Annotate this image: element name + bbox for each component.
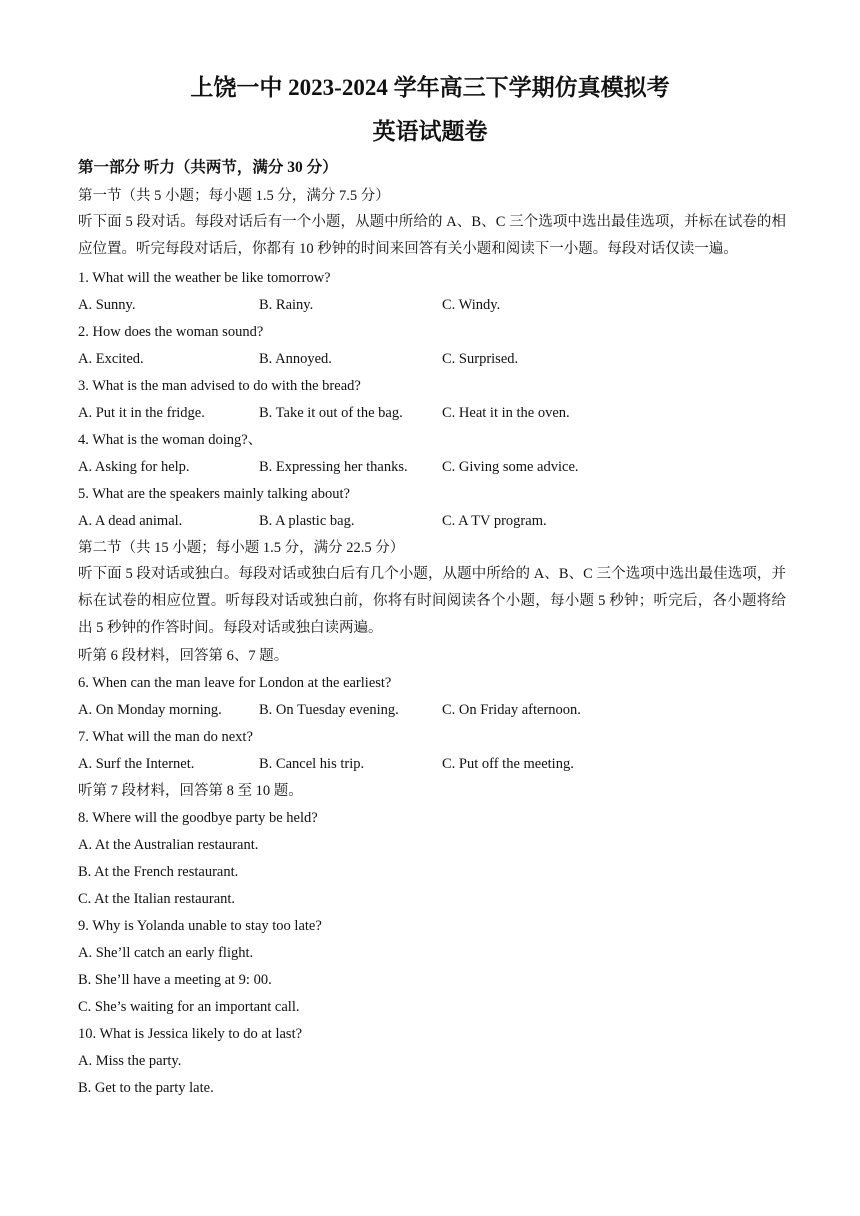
option-row (78, 404, 786, 422)
option-b: B. She’ll have a meeting at 9: 00. (78, 972, 272, 988)
option-a: A. She’ll catch an early flight. (78, 945, 254, 961)
option-row (78, 755, 786, 773)
option-a: A. A dead animal. (78, 513, 183, 529)
option-row (78, 701, 786, 719)
material-6-note: 听第 6 段材料，回答第 6、7 题。 (78, 648, 289, 664)
question-stem: 7. What will the man do next? (78, 729, 253, 745)
question-stem: 1. What will the weather be like tomorrow? (78, 270, 331, 286)
exam-title: 上饶一中 2023-2024 学年高三下学期仿真模拟考 (190, 75, 670, 100)
option-c: C. On Friday afternoon. (442, 702, 581, 718)
option-b: B. Annoyed. (259, 351, 332, 367)
option-row (78, 512, 786, 530)
option-a: A. Put it in the fridge. (78, 405, 205, 421)
section1-instructions: 听下面 5 段对话。每段对话后有一个小题，从题中所给的 A、B、C 三个选项中选出最佳选项，并标在试卷的相应位置。听完每段对话后，你都有 10 秒钟的时间来回答有关小题和阅读下一小题。每段对话仅读一遍。 (78, 214, 786, 257)
option-b: B. A plastic bag. (259, 513, 355, 529)
question-stem: 4. What is the woman doing?、 (78, 432, 263, 448)
option-c: C. A TV program. (442, 513, 547, 529)
question-stem: 10. What is Jessica likely to do at last? (78, 1026, 303, 1042)
material-7-note: 听第 7 段材料，回答第 8 至 10 题。 (78, 783, 303, 799)
option-c: C. Windy. (442, 297, 501, 313)
option-a: A. Excited. (78, 351, 144, 367)
option-b: B. Get to the party late. (78, 1080, 214, 1096)
part1-heading: 第一部分 听力（共两节，满分 30 分） (78, 159, 338, 176)
option-c: C. At the Italian restaurant. (78, 891, 236, 907)
option-a: A. Surf the Internet. (78, 756, 195, 772)
option-c: C. Surprised. (442, 351, 519, 367)
option-b: B. Take it out of the bag. (259, 405, 403, 421)
section1-heading: 第一节（共 5 小题；每小题 1.5 分，满分 7.5 分） (78, 188, 390, 204)
section2-heading: 第二节（共 15 小题；每小题 1.5 分，满分 22.5 分） (78, 540, 405, 556)
option-c: C. Heat it in the oven. (442, 405, 570, 421)
option-a: A. On Monday morning. (78, 702, 222, 718)
exam-subtitle: 英语试题卷 (372, 119, 488, 144)
question-stem: 8. Where will the goodbye party be held? (78, 810, 318, 826)
option-a: A. Miss the party. (78, 1053, 182, 1069)
section2-instructions: 听下面 5 段对话或独白。每段对话或独白后有几个小题，从题中所给的 A、B、C 三个选项中选出最佳选项，并标在试卷的相应位置。听每段对话或独白前，你将有时间阅读各个小题，每小题 5 秒钟；听完后，各小题将给出 5 秒钟的作答时间。每段对话或独白读两遍。 (78, 566, 786, 636)
option-c: C. Giving some advice. (442, 459, 579, 475)
question-stem: 5. What are the speakers mainly talking about? (78, 486, 350, 502)
option-b: B. Expressing her thanks. (259, 459, 408, 475)
option-c: C. She’s waiting for an important call. (78, 999, 300, 1015)
question-stem: 2. How does the woman sound? (78, 324, 264, 340)
option-b: B. On Tuesday evening. (259, 702, 399, 718)
question-stem: 9. Why is Yolanda unable to stay too late? (78, 918, 322, 934)
option-b: B. Cancel his trip. (259, 756, 365, 772)
question-stem: 3. What is the man advised to do with the bread? (78, 378, 361, 394)
option-row (78, 350, 786, 368)
option-a: A. Sunny. (78, 297, 136, 313)
option-b: B. At the French restaurant. (78, 864, 239, 880)
option-b: B. Rainy. (259, 297, 314, 313)
option-a: A. Asking for help. (78, 459, 190, 475)
option-c: C. Put off the meeting. (442, 756, 574, 772)
question-stem: 6. When can the man leave for London at the earliest? (78, 675, 392, 691)
option-row (78, 296, 786, 314)
option-row (78, 458, 786, 476)
option-a: A. At the Australian restaurant. (78, 837, 259, 853)
